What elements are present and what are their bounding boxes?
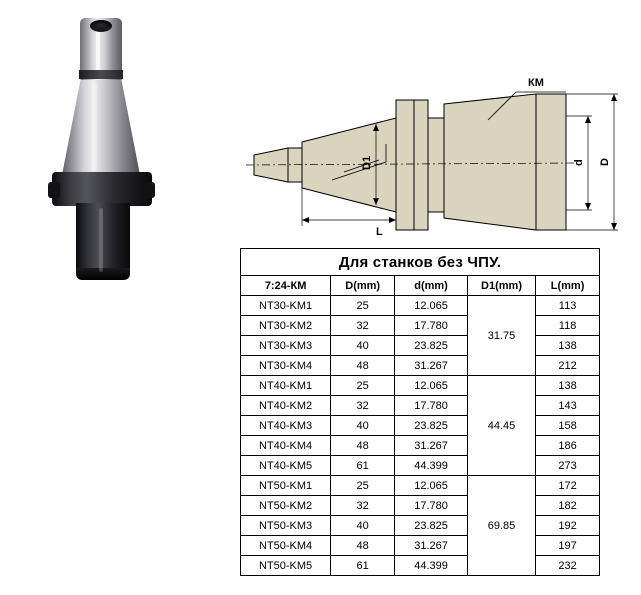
cell-l: 113 — [536, 296, 600, 316]
specification-table — [240, 248, 600, 576]
cell-d: 25 — [331, 376, 395, 396]
cell-d: 48 — [331, 536, 395, 556]
cell-l: 138 — [536, 376, 600, 396]
cell-model: NT50-KM3 — [241, 516, 331, 536]
table-row — [241, 496, 600, 516]
drawing-7-24-taper — [302, 118, 396, 212]
table-header-row — [241, 276, 600, 296]
cell-model: NT40-KM4 — [241, 436, 331, 456]
drawing-label-d-big: D — [599, 158, 611, 166]
cell-l: 158 — [536, 416, 600, 436]
cell-model: NT50-KM5 — [241, 556, 331, 576]
table-row — [241, 536, 600, 556]
table-row — [241, 376, 600, 396]
photo-bore-opening — [90, 20, 112, 32]
drawing-drive-flange — [396, 100, 414, 230]
table-row — [241, 516, 600, 536]
cell-d-small: 44.399 — [395, 556, 468, 576]
cell-d1-group: 44.45 — [467, 376, 535, 476]
header-d-small: d(mm) — [395, 276, 468, 296]
drawing-label-d1: D1 — [361, 155, 373, 170]
tool-holder-photo — [0, 0, 235, 300]
cell-l: 138 — [536, 336, 600, 356]
cell-d: 40 — [331, 416, 395, 436]
drawing-label-km: КМ — [528, 77, 544, 89]
cell-d: 48 — [331, 436, 395, 456]
drawing-end-cylinder — [536, 94, 566, 230]
cell-l: 192 — [536, 516, 600, 536]
cell-d-small: 17.780 — [395, 316, 468, 336]
cell-d: 32 — [331, 396, 395, 416]
cell-l: 118 — [536, 316, 600, 336]
cell-d-small: 12.065 — [395, 296, 468, 316]
photo-flange — [52, 172, 152, 206]
table-row — [241, 316, 600, 336]
cell-d: 61 — [331, 456, 395, 476]
cell-d: 48 — [331, 356, 395, 376]
cell-d: 25 — [331, 296, 395, 316]
cell-model: NT30-KM1 — [241, 296, 331, 316]
photo-flange-notch-right — [143, 182, 155, 198]
cell-d-small: 12.065 — [395, 376, 468, 396]
cell-d-small: 23.825 — [395, 336, 468, 356]
cell-model: NT40-KM2 — [241, 396, 331, 416]
photo-flange-notch-left — [48, 182, 60, 198]
header-d: D(mm) — [331, 276, 395, 296]
cell-model: NT50-KM2 — [241, 496, 331, 516]
drawing-large-taper — [444, 94, 536, 230]
photo-highlight-taper — [92, 84, 97, 170]
drawing-label-d-small: d — [573, 159, 585, 166]
header-l: L(mm) — [536, 276, 600, 296]
cell-model: NT40-KM3 — [241, 416, 331, 436]
table-row — [241, 436, 600, 456]
cell-d: 32 — [331, 316, 395, 336]
table-row — [241, 416, 600, 436]
cell-d-small: 23.825 — [395, 416, 468, 436]
cell-d: 32 — [331, 496, 395, 516]
cell-l: 197 — [536, 536, 600, 556]
cell-model: NT40-KM5 — [241, 456, 331, 476]
header-d1: D1(mm) — [467, 276, 535, 296]
table-title: Для станков без ЧПУ. — [241, 249, 600, 276]
technical-drawing — [236, 60, 641, 245]
cell-d: 40 — [331, 336, 395, 356]
drawing-label-l: L — [376, 226, 383, 238]
cell-model: NT50-KM4 — [241, 536, 331, 556]
cell-d: 40 — [331, 516, 395, 536]
cell-d1-group: 31.75 — [467, 296, 535, 376]
table-row — [241, 456, 600, 476]
table-row — [241, 296, 600, 316]
cell-d: 25 — [331, 476, 395, 496]
cell-d-small: 44.399 — [395, 456, 468, 476]
photo-body — [76, 203, 130, 275]
cell-d-small: 31.267 — [395, 356, 468, 376]
photo-highlight-body — [99, 208, 103, 272]
table-row — [241, 396, 600, 416]
cell-d-small: 12.065 — [395, 476, 468, 496]
cell-d-small: 17.780 — [395, 496, 468, 516]
photo-body-end — [76, 268, 130, 280]
cell-l: 273 — [536, 456, 600, 476]
table-body — [241, 296, 600, 576]
cell-d-small: 31.267 — [395, 536, 468, 556]
cell-d-small: 17.780 — [395, 396, 468, 416]
header-model: 7:24-КМ — [241, 276, 331, 296]
cell-model: NT30-KM2 — [241, 316, 331, 336]
table-row — [241, 556, 600, 576]
cell-d1-group: 69.85 — [467, 476, 535, 576]
table-row — [241, 476, 600, 496]
table-title-row — [241, 249, 600, 276]
drawing-flange-rib — [414, 100, 428, 230]
cell-model: NT30-KM3 — [241, 336, 331, 356]
cell-d-small: 23.825 — [395, 516, 468, 536]
cell-l: 172 — [536, 476, 600, 496]
cell-l: 182 — [536, 496, 600, 516]
photo-taper-cone — [62, 79, 140, 175]
cell-l: 232 — [536, 556, 600, 576]
photo-black-ring — [79, 70, 123, 79]
cell-model: NT40-KM1 — [241, 376, 331, 396]
cell-l: 186 — [536, 436, 600, 456]
cell-model: NT50-KM1 — [241, 476, 331, 496]
cell-l: 143 — [536, 396, 600, 416]
table-row — [241, 336, 600, 356]
cell-d-small: 31.267 — [395, 436, 468, 456]
cell-d: 61 — [331, 556, 395, 576]
cell-l: 212 — [536, 356, 600, 376]
cell-model: NT30-KM4 — [241, 356, 331, 376]
table-row — [241, 356, 600, 376]
